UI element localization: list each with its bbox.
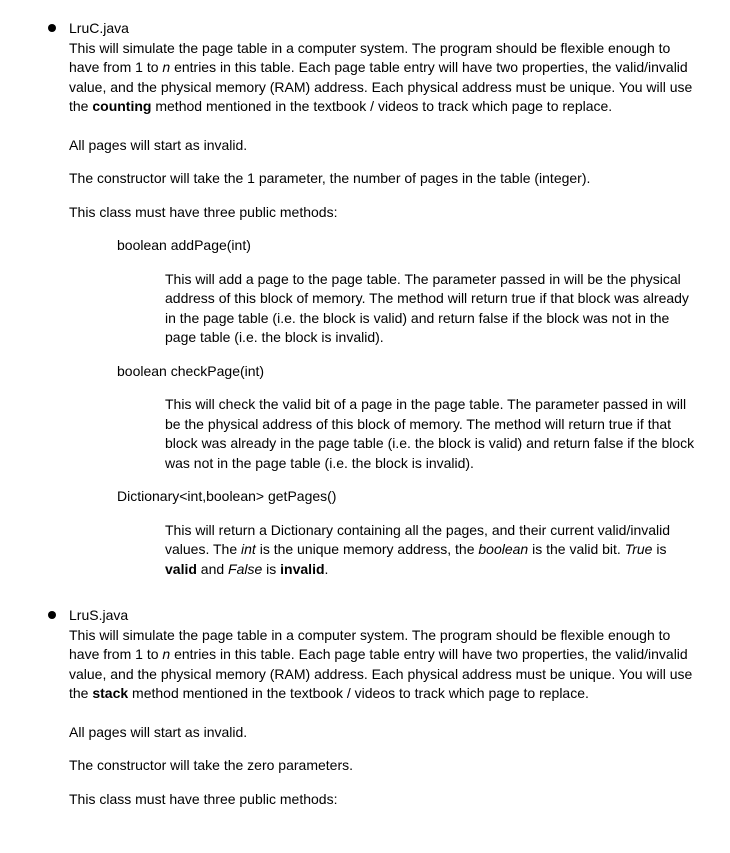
method-signature-checkpage: boolean checkPage(int) (117, 362, 265, 379)
lruc-title: LruC.java (69, 20, 129, 36)
lruc-methods-note: This class must have three public methods: (69, 203, 338, 220)
lrus-block (69, 606, 697, 809)
lruc-invalid-note: All pages will start as invalid. (69, 136, 248, 153)
lruc-intro: This will simulate the page table in a computer system. The program should be flexible enough to have from 1 to n entries in this table. Each page table entry will have two properties, the valid/invalid value, and the physical memory (RAM) address. Each physical address must be unique. You will use the counting method mentioned in the textbook / videos to track which page to replace. (69, 39, 693, 114)
bullet-icon (48, 611, 56, 619)
method-signature-getpages: Dictionary<int,boolean> getPages() (117, 488, 337, 504)
method-description-checkpage: This will check the valid bit of a page in the page table. The parameter passed in will be the physical address of this block of memory. The method will return true if that block was already in the page table (i.e. the block is valid) and return false if the block was not in the page table (i.e. the block is invalid). (165, 396, 695, 471)
lrus-intro: This will simulate the page table in a computer system. The program should be flexible enough to have from 1 to n entries in this table. Each page table entry will have two properties, the valid/invalid value, and the physical memory (RAM) address. Each physical address must be unique. You will use the stack method mentioned in the textbook / videos to track which page to replace. (69, 626, 693, 701)
lrus-methods-note: This class must have three public methods: (69, 790, 338, 807)
method-signature-addpage: boolean addPage(int) (117, 237, 251, 253)
lrus-invalid-note: All pages will start as invalid. (69, 723, 248, 740)
section-lrus (0, 606, 730, 809)
lrus-constructor-note: The constructor will take the zero parameters. (69, 757, 354, 773)
bullet-icon (48, 24, 56, 32)
lruc-block (69, 19, 697, 222)
lruc-constructor-note: The constructor will take the 1 parameter, the number of pages in the table (integer). (69, 170, 591, 186)
section-lruc (0, 19, 730, 579)
method-description-addpage: This will add a page to the page table. The parameter passed in will be the physical address of this block of memory. The method will return true if that block was already in the page table (i.e. the block is valid) and return false if the block was not in the page table (i.e. the block is invalid). (165, 270, 689, 345)
lrus-title: LruS.java (69, 607, 129, 623)
method-description-getpages: This will return a Dictionary containing all the pages, and their current valid/invalid values. The int is the unique memory address, the boolean is the valid bit. True is valid and False is invalid. (165, 521, 671, 577)
